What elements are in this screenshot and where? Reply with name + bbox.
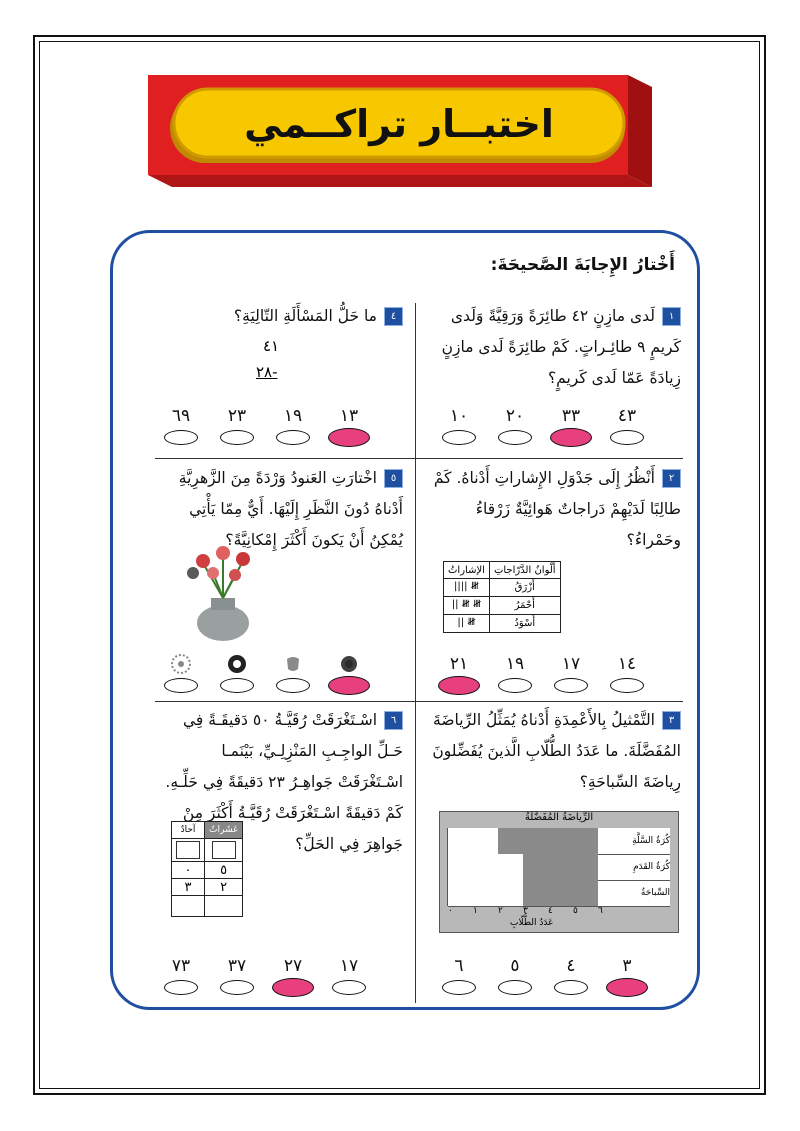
question-text: لَدى مازِنٍ ٤٢ طائِرَةً وَرَقِيَّةً وَلَدى كَريمٍ ٩ طائِـراتٍ. كَمْ طائِرَةً لَدى مازِنٍ زِيادَةً عَمّا لَدى كَريمٍ؟ [441,307,681,387]
graph-row [448,854,670,881]
question-4 [153,301,403,332]
question-text: أَنْظُرُ إِلَى جَدْوَلِ الإِشاراتِ أَدْناهُ. كَمْ طالِبًا لَدَيْهِمْ دَراجاتٌ هَوائِيَّةٌ زَرْقاءُ وحَمْراءُ؟ [433,469,681,549]
choices-q4 [153,405,377,447]
choice-option[interactable]: ١٧ [321,955,377,997]
choices-q2 [431,653,655,695]
place-value-table: عَشَراتٌ آحادٌ ٥ ٠ ٢ ٣ [171,821,243,917]
question-text: ما حَلُّ المَسْأَلَةِ التّالِيَةِ؟ [233,307,377,325]
question-number: ٣ [662,711,681,730]
table-header: أَلْوانُ الدَّرّاجاتِ [489,562,560,579]
question-2 [431,463,681,556]
choice-option[interactable] [265,653,321,695]
column-divider [415,303,416,1003]
question-number: ٢ [662,469,681,488]
graph-empty-cell [472,880,498,906]
graph-bar-cell [522,828,548,854]
sunflower-icon [226,653,248,675]
answer-bubble[interactable] [498,678,532,693]
answer-bubble[interactable] [276,430,310,445]
question-number: ٤ [384,307,403,326]
tally-table: أَلْوانُ الدَّرّاجاتِ الإشاراتُ أَزْرَقُ 𝍸 |||| أَحْمَرُ 𝍸 𝍸 || أَسْوَدُ 𝍸 || [443,561,561,633]
instructions: أَخْتارُ الإِجابَةَ الصَّحيحَةَ: [490,255,675,275]
graph-tick-label: ٤ [548,906,553,916]
choice-option[interactable]: ٢٠ [487,405,543,447]
rose-icon [338,653,360,675]
graph-bar-cell [497,828,523,854]
graph-tick-label: ٦ [598,906,603,916]
question-3 [431,705,681,798]
answer-bubble[interactable] [442,430,476,445]
graph-bar-cell [572,828,598,854]
daisy-icon [170,653,192,675]
graph-empty-cell [472,854,498,880]
graph-bar-cell [572,854,598,880]
graph-empty-cell [497,854,523,880]
question-number: ٦ [384,711,403,730]
answer-bubble[interactable] [220,980,254,995]
answer-bubble[interactable] [164,430,198,445]
graph-row-label: كُرَةُ السَّلَّةِ [597,828,670,854]
test-card [110,230,700,1010]
banner-title: اختبــار تراكــمي [244,102,554,146]
answer-bubble[interactable] [554,980,588,995]
graph-xlabel: عَدَدُ الطُّلّابِ [510,918,554,928]
answer-bubble[interactable] [610,678,644,693]
choice-option[interactable]: ١٣ [321,405,377,447]
problem-bottom: ٢٨- [256,363,278,381]
graph-tick-label: ١ [473,906,478,916]
answer-bubble-selected[interactable] [328,676,370,695]
graph-bar-cell [572,880,598,906]
answer-bubble[interactable] [554,678,588,693]
answer-bubble[interactable] [332,980,366,995]
graph-tick-label: ٣ [523,906,528,916]
choices-q6 [153,955,377,997]
choice-option[interactable]: ١٤ [599,653,655,695]
row-divider-2 [155,701,683,702]
choice-option[interactable]: ٢١ [431,653,487,695]
choice-option[interactable]: ٣٣ [543,405,599,447]
graph-row [448,828,670,855]
answer-bubble-selected[interactable] [550,428,592,447]
choice-option[interactable] [153,653,209,695]
answer-bubble[interactable] [276,678,310,693]
answer-bubble[interactable] [164,678,198,693]
graph-bar-cell [522,854,548,880]
choice-option[interactable]: ١٩ [265,405,321,447]
answer-bubble-selected[interactable] [606,978,648,997]
answer-bubble[interactable] [164,980,198,995]
answer-bubble-selected[interactable] [438,676,480,695]
table-header: الإشاراتُ [444,562,490,579]
graph-tick-label: ٢ [498,906,503,916]
graph-row [448,880,670,907]
graph-row-label: كُرَةُ القَدَمِ [597,854,670,880]
graph-axis [448,906,603,918]
problem-top: ٤١ [263,337,280,355]
choice-option[interactable] [321,653,377,695]
answer-bubble[interactable] [610,430,644,445]
answer-bubble[interactable] [498,980,532,995]
choice-option[interactable]: ٦ [431,955,487,997]
question-text: اخْتارَتِ العَنودُ وَرْدَةً مِنَ الزَّهرِيَّةِ أَدْناهُ دُونَ النَّظَرِ إِلَيْهَا. أَيٌّ مِمّا يَأْتِي يُمْكِنُ أَنْ يَكونَ أَكْثَرَ إِمْكانِيَّةً؟ [178,469,403,549]
choices-q5 [153,653,377,695]
graph-bar-cell [547,854,573,880]
graph-empty-cell [497,880,523,906]
row-divider-1 [155,458,683,459]
answer-bubble[interactable] [498,430,532,445]
graph-empty-cell [447,828,473,854]
flower-vase-image [183,543,263,643]
graph-bar-cell [522,880,548,906]
choice-option[interactable]: ٢٣ [209,405,265,447]
graph-title: الرِّياضَةُ المُفَضَّلَةُ [524,812,594,823]
graph-tick-label: ٠ [448,906,453,916]
question-text: اسْـتَغْرَقَتْ رُقَيَّـةُ ٥٠ دَقيقَـةً فِي حَـلِّ الواجِـبِ المَنْزِلِـيِّ، بَيْنَمـا اسْـتَغْرَقَتْ جَواهِـرُ ٢٣ دَقيقَةً فِي حَلِّـهِ. كَمْ دَقيقَةً اسْـتَغْرَقَتْ رُقَيَّـةُ أَكْثَرَ مِنْ جَواهِرَ فِي الحَلِّ؟ [165,711,403,853]
choice-option[interactable]: ٣ [599,955,655,997]
answer-bubble[interactable] [220,678,254,693]
choice-option[interactable]: ١٩ [487,653,543,695]
choice-option[interactable]: ٣٧ [209,955,265,997]
graph-bar-cell [547,828,573,854]
graph-empty-cell [447,880,473,906]
graph-row-label: السِّباحَةُ [597,880,670,906]
graph-grid [448,828,670,906]
choice-option[interactable] [209,653,265,695]
question-1 [431,301,681,394]
graph-empty-cell [447,854,473,880]
choice-option[interactable]: ٦٩ [153,405,209,447]
graph-tick-label: ٥ [573,906,578,916]
question-number: ١ [662,307,681,326]
choice-option[interactable]: ١٠ [431,405,487,447]
graph-bar-cell [547,880,573,906]
choice-option[interactable]: ٤٣ [599,405,655,447]
graph-empty-cell [472,828,498,854]
choices-q1 [431,405,655,447]
question-number: ٥ [384,469,403,488]
choice-option[interactable]: ٢٧ [265,955,321,997]
choice-option[interactable]: ٤ [543,955,599,997]
question-text: التَّمْثيلُ بِالأَعْمِدَةِ أَدْناهُ يُمَثِّلُ الرِّياضَةَ المُفَضَّلَةَ. ما عَدَدُ الطُّلّابِ الَّذينَ يُفَضِّلونَ رِياضَةَ السِّباحَةِ؟ [432,711,681,791]
choice-option[interactable]: ٧٣ [153,955,209,997]
title-banner [148,75,652,200]
bar-graph [439,811,679,933]
choice-option[interactable]: ١٧ [543,653,599,695]
choice-option[interactable]: ٥ [487,955,543,997]
choices-q3 [431,955,655,997]
tulip-icon [282,653,304,675]
answer-bubble[interactable] [220,430,254,445]
answer-bubble[interactable] [442,980,476,995]
answer-bubble-selected[interactable] [272,978,314,997]
answer-bubble-selected[interactable] [328,428,370,447]
